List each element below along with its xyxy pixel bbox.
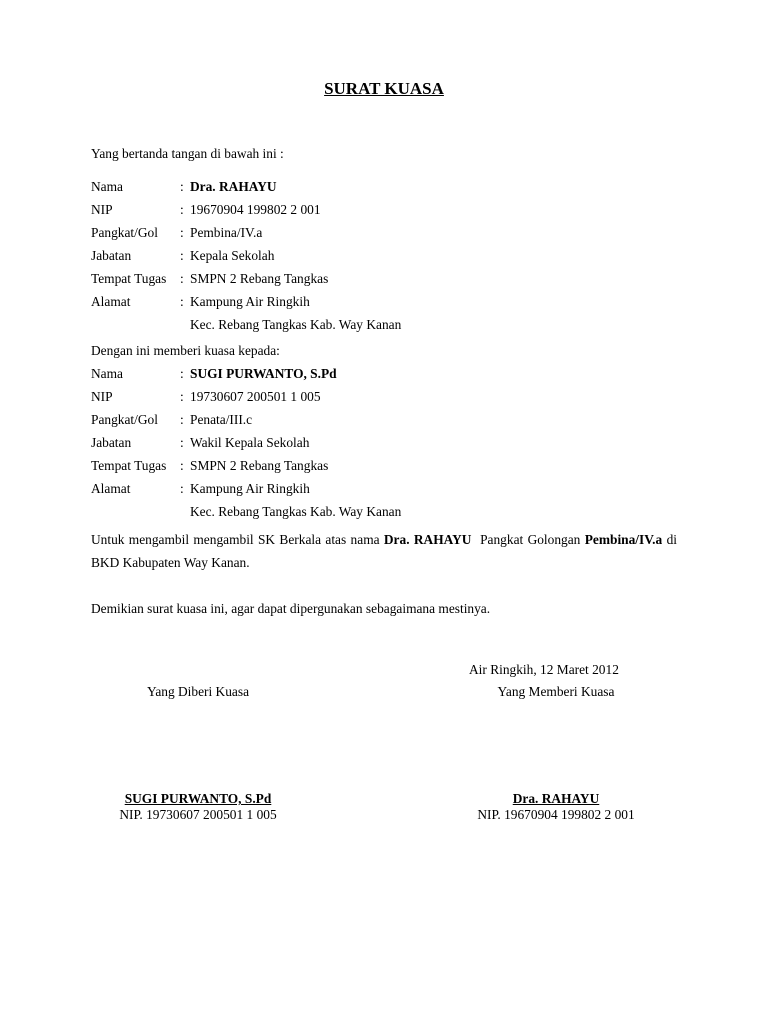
right-signature-role: Yang Memberi Kuasa [497, 684, 615, 699]
grantee-value-workplace: SMPN 2 Rebang Tangkas [190, 458, 329, 473]
grantee-value-position: Wakil Kepala Sekolah [190, 435, 310, 450]
left-signature-block [80, 792, 316, 822]
grantor-label-nip: NIP [91, 202, 113, 217]
left-signature-role: Yang Diberi Kuasa [146, 684, 250, 699]
grantor-label-name: Nama [91, 179, 123, 194]
grantee-value-nip: 19730607 200501 1 005 [190, 389, 321, 404]
grantor-value-address: Kampung Air Ringkih [190, 294, 310, 309]
left-signature-nip: NIP. 19730607 200501 1 005 [119, 807, 277, 823]
grantor-colon: : [180, 179, 184, 194]
grantor-colon: : [180, 225, 184, 240]
grantor-value-workplace: SMPN 2 Rebang Tangkas [190, 271, 329, 286]
grantee-label-rank: Pangkat/Gol [91, 412, 158, 427]
grantor-colon: : [180, 202, 184, 217]
left-signature-name: SUGI PURWANTO, S.Pd [124, 791, 272, 806]
grantee-colon: : [180, 435, 184, 450]
grantor-value-position: Kepala Sekolah [190, 248, 275, 263]
grantee-colon: : [180, 481, 184, 496]
intro-text: Yang bertanda tangan di bawah ini : [91, 146, 284, 161]
letter-title: SURAT KUASA [324, 79, 444, 98]
grantee-colon: : [180, 458, 184, 473]
purpose-text-1: Untuk mengambil mengambil SK Berkala atas nama [91, 532, 384, 547]
grantee-label-name: Nama [91, 366, 123, 381]
grant-intro-text: Dengan ini memberi kuasa kepada: [91, 343, 280, 358]
grantor-label-workplace: Tempat Tugas [91, 271, 167, 286]
purpose-text-3: di BKD Kabupaten Way Kanan. [91, 532, 677, 570]
grantor-label-position: Jabatan [91, 248, 132, 263]
grantor-label-address: Alamat [91, 294, 131, 309]
grantee-label-address: Alamat [91, 481, 131, 496]
purpose-text-2: Pangkat Golongan [471, 532, 585, 547]
grantee-label-workplace: Tempat Tugas [91, 458, 167, 473]
purpose-grantor-name: Dra. RAHAYU [383, 532, 472, 547]
grantee-address-line2: Kec. Rebang Tangkas Kab. Way Kanan [190, 504, 402, 519]
grantor-address-line2: Kec. Rebang Tangkas Kab. Way Kanan [190, 317, 402, 332]
grantee-label-nip: NIP [91, 389, 113, 404]
purpose-paragraph [91, 529, 677, 574]
right-signature-block [436, 792, 676, 822]
purpose-rank: Pembina/IV.a [584, 532, 663, 547]
closing-text: Demikian surat kuasa ini, agar dapat dipergunakan sebagaimana mestinya. [91, 601, 491, 616]
grantor-value-name: Dra. RAHAYU [190, 179, 277, 194]
grantee-value-address: Kampung Air Ringkih [190, 481, 310, 496]
right-signature-name: Dra. RAHAYU [512, 791, 600, 806]
grantee-colon: : [180, 366, 184, 381]
grantee-label-position: Jabatan [91, 435, 132, 450]
grantee-colon: : [180, 389, 184, 404]
grantee-colon: : [180, 412, 184, 427]
grantee-value-name: SUGI PURWANTO, S.Pd [190, 366, 337, 381]
place-date: Air Ringkih, 12 Maret 2012 [469, 662, 619, 677]
grantor-colon: : [180, 271, 184, 286]
grantor-value-nip: 19670904 199802 2 001 [190, 202, 321, 217]
grantor-value-rank: Pembina/IV.a [190, 225, 263, 240]
grantee-value-rank: Penata/III.c [190, 412, 253, 427]
grantor-label-rank: Pangkat/Gol [91, 225, 158, 240]
grantor-colon: : [180, 294, 184, 309]
grantor-colon: : [180, 248, 184, 263]
right-signature-nip: NIP. 19670904 199802 2 001 [477, 807, 635, 823]
